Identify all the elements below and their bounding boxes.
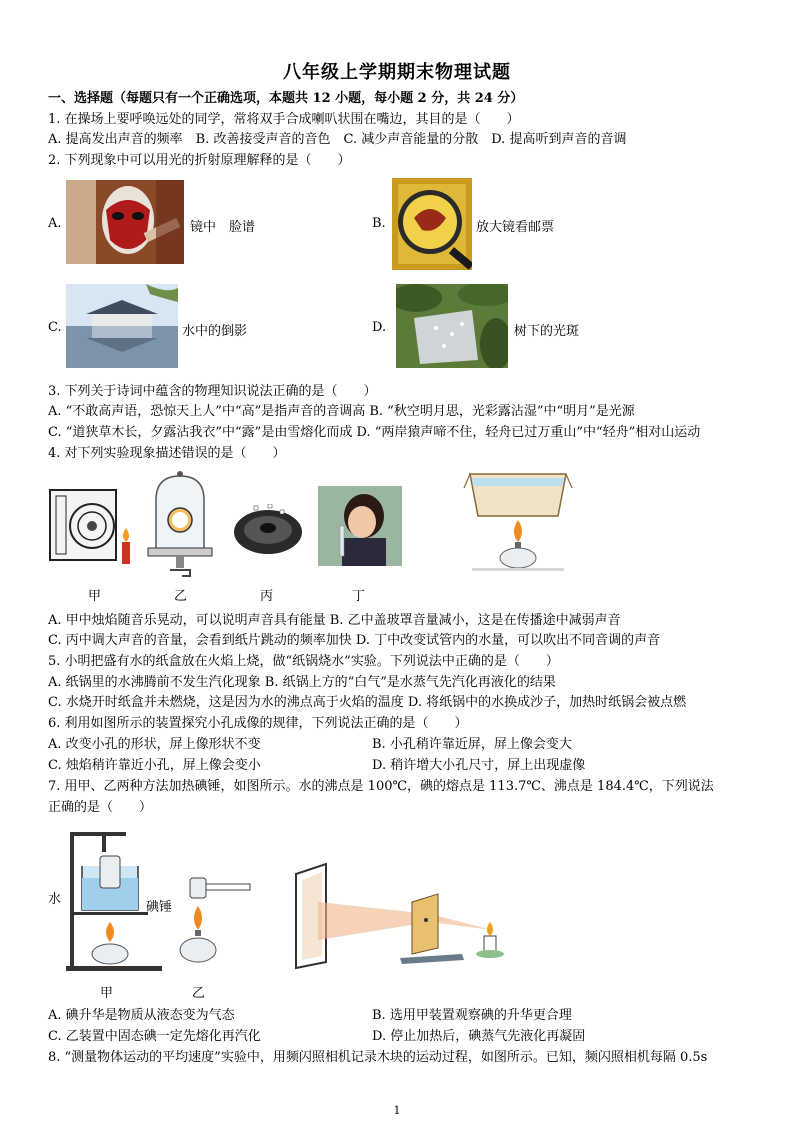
q2-option-b-letter: B. [372, 216, 386, 231]
question-5-options-line2: C. 水烧开时纸盒并未燃烧，这是因为水的沸点高于火焰的温度 D. 将纸锅中的水换成沙子，加热时纸锅会被点燃 [48, 695, 687, 710]
bell-jar-figure [146, 470, 214, 580]
question-4-options-line2: C. 丙中调大声音的音量，会看到纸片跳动的频率加快 D. 丁中改变试管内的水量，可以吹出不同音调的声音 [48, 633, 661, 648]
speaker-paper-figure [232, 504, 304, 560]
q7-label-iodine-hammer: 碘锤 [146, 900, 173, 915]
direct-flame-apparatus-figure [172, 872, 252, 972]
tree-light-spots-image [396, 284, 508, 368]
page-title: 八年级上学期期末物理试题 [283, 62, 511, 83]
question-3-stem: 3. 下列关于诗词中蕴含的物理知识说法正确的是（ ） [48, 384, 377, 399]
q4-label-yi: 乙 [174, 589, 188, 604]
q2-option-d-text: 树下的光斑 [514, 324, 580, 339]
question-4-stem: 4. 对下列实验现象描述错误的是（ ） [48, 446, 286, 461]
question-7-stem-line2: 正确的是（ ） [48, 800, 153, 815]
question-6-option-a: A. 改变小孔的形状，屏上像形状不变 [48, 737, 261, 752]
q2-option-d-letter: D. [372, 320, 387, 335]
question-7-option-c: C. 乙装置中固态碘一定先熔化再汽化 [48, 1029, 261, 1044]
section-heading: 一、选择题（每题只有一个正确选项，本题共 12 小题，每小题 2 分，共 24 分） [48, 91, 524, 106]
page-number: 1 [393, 1104, 401, 1117]
pavilion-reflection-image [66, 284, 178, 368]
question-6-option-b: B. 小孔稍许靠近屏，屏上像会变大 [372, 737, 572, 752]
question-6-stem: 6. 利用如图所示的装置探究小孔成像的规律，下列说法正确的是（ ） [48, 716, 468, 731]
q4-label-ding: 丁 [352, 589, 366, 604]
q4-label-jia: 甲 [88, 589, 102, 604]
paper-pot-figure [462, 470, 574, 574]
question-1-options: A. 提高发出声音的频率 B. 改善接受声音的音色 C. 减少声音能量的分散 D. 提高听到声音的音调 [48, 132, 627, 147]
pinhole-camera-figure [292, 862, 512, 970]
girl-test-tube-figure [318, 486, 402, 566]
q4-label-bing: 丙 [260, 589, 274, 604]
q7-label-yi: 乙 [192, 986, 206, 1001]
question-3-options-line1: A. “不敢高声语，恐惊天上人”中“高”是指声音的音调高 B. “秋空明月思，光彩露沾湿”中“明月”是光源 [48, 404, 635, 419]
question-3-options-line2: C. “道狭草木长，夕露沾我衣”中“露”是由雪熔化而成 D. “两岸猿声啼不住，轻舟已过万重山”中“轻舟”相对山运动 [48, 425, 701, 440]
question-6-option-c: C. 烛焰稍许靠近小孔，屏上像会变小 [48, 758, 261, 773]
question-5-options-line1: A. 纸锅里的水沸腾前不发生汽化现象 B. 纸锅上方的“白气”是水蒸气先汽化再液化的结果 [48, 675, 556, 690]
q2-option-c-letter: C. [48, 320, 62, 335]
question-4-options-line1: A. 甲中烛焰随音乐晃动，可以说明声音具有能量 B. 乙中盖玻罩音量减小，这是在传播途中减弱声音 [48, 613, 621, 628]
q2-option-b-text: 放大镜看邮票 [476, 220, 555, 235]
question-7-option-b: B. 选用甲装置观察碘的升华更合理 [372, 1008, 572, 1023]
q2-option-a-letter: A. [48, 216, 62, 231]
question-5-stem: 5. 小明把盛有水的纸盒放在火焰上烧，做“纸锅烧水”实验。下列说法中正确的是（ ） [48, 654, 559, 669]
question-8-stem: 8. “测量物体运动的平均速度”实验中，用频闪照相机记录木块的运动过程，如图所示。已知，频闪照相机每隔 0.5s [48, 1050, 708, 1065]
q2-option-a-text: 镜中 脸谱 [190, 220, 256, 235]
q7-label-jia: 甲 [100, 986, 114, 1001]
question-7-option-d: D. 停止加热后，碘蒸气先液化再凝固 [372, 1029, 586, 1044]
question-7-option-a: A. 碘升华是物质从液态变为气态 [48, 1008, 235, 1023]
q7-label-water: 水 [48, 892, 62, 907]
q2-option-c-text: 水中的倒影 [182, 324, 248, 339]
question-1-stem: 1. 在操场上要呼唤远处的同学，常将双手合成喇叭状围在嘴边，其目的是（ ） [48, 112, 520, 127]
magnifier-stamp-image [392, 178, 472, 270]
question-2-stem: 2. 下列现象中可以用光的折射原理解释的是（ ） [48, 153, 351, 168]
speaker-candle-figure [48, 486, 138, 570]
question-6-option-d: D. 稍许增大小孔尺寸，屏上出现虚像 [372, 758, 586, 773]
opera-mask-mirror-image [66, 180, 184, 264]
question-7-stem-line1: 7. 用甲、乙两种方法加热碘锤，如图所示。水的沸点是 100℃，碘的熔点是 113.7℃、沸点是 184.4℃，下列说法 [48, 779, 714, 794]
